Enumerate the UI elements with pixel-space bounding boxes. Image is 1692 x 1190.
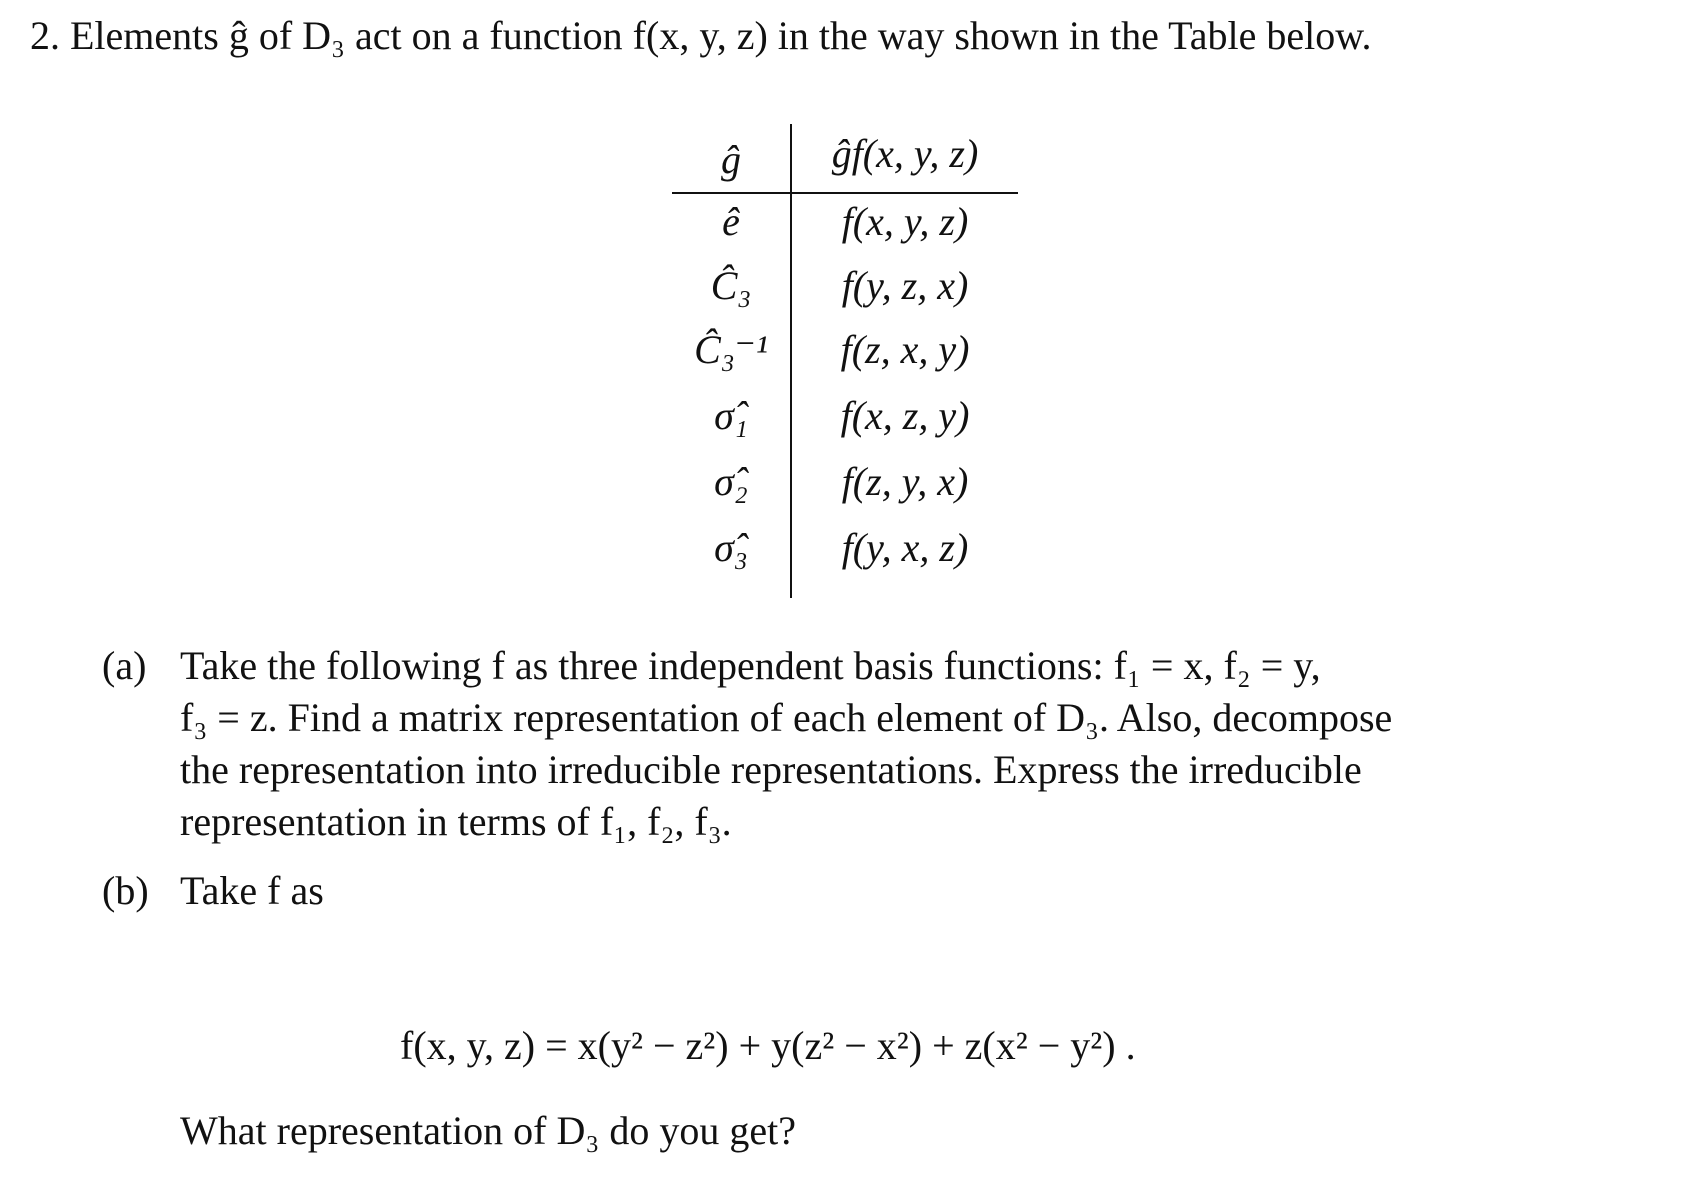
table-cell-action: f(z, y, x) <box>841 459 969 504</box>
table-cell-element: σ̂₁ <box>714 393 748 438</box>
table-cell-element: σ̂₂ <box>714 459 748 504</box>
table-cell-action: f(x, y, z) <box>841 199 969 244</box>
problem-statement-text: Elements ĝ of D₃ act on a function f(x, y, z) in the way shown in the Table below. <box>70 13 1372 58</box>
table-cell-action: f(z, x, y) <box>840 327 970 372</box>
table-cell-action: f(y, z, x) <box>841 263 969 308</box>
table-header-element: ĝ <box>721 137 741 182</box>
part-a-text <box>180 640 1610 848</box>
problem-number: 2. <box>30 13 60 58</box>
table-header-action: ĝf(x, y, z) <box>831 131 979 176</box>
part-b-label: (b) <box>102 868 149 913</box>
part-a-line: the representation into irreducible representations. Express the irreducible <box>180 747 1362 792</box>
part-a-line: Take the following f as three independent basis functions: f₁ = x, f₂ = y, <box>180 643 1321 688</box>
part-b-equation: f(x, y, z) = x(y² − z²) + y(z² − x²) + z(x² − y²) . <box>400 1023 1136 1068</box>
part-a-line: representation in terms of f₁, f₂, f₃. <box>180 799 732 844</box>
table-cell-element: Ĉ₃⁻¹ <box>694 327 768 372</box>
part-a-label: (a) <box>102 643 147 688</box>
table-cell-action: f(y, x, z) <box>841 525 969 570</box>
table-cell-element: ê <box>722 199 740 244</box>
problem-statement <box>30 10 1670 62</box>
part-b-question: What representation of D₃ do you get? <box>180 1108 796 1153</box>
table-horizontal-rule <box>672 192 1018 194</box>
part-a-line: f₃ = z. Find a matrix representation of each element of D₃. Also, decompose <box>180 695 1393 740</box>
table-cell-action: f(x, z, y) <box>840 393 970 438</box>
part-b-intro: Take f as <box>180 868 324 913</box>
group-action-table <box>672 120 1018 600</box>
table-cell-element: Ĉ₃ <box>710 263 752 308</box>
table-cell-element: σ̂₃ <box>714 525 748 570</box>
